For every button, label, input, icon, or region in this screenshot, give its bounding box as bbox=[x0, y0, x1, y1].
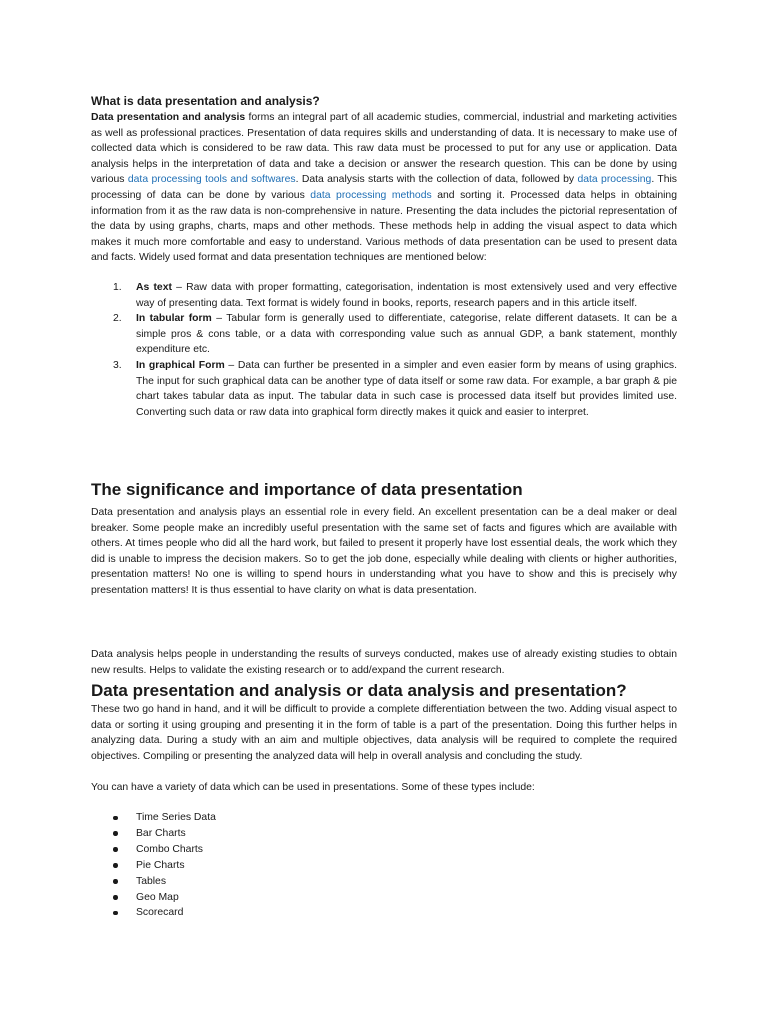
bullet-icon bbox=[113, 831, 118, 836]
significance-paragraph: Data presentation and analysis plays an essential role in every field. An excellent presentation can be a deal maker or deal breaker. Some people make an incredibly useful presentation with the same set of facts and figures which are available with others. At times people who did all the hard work, but failed to present it properly have lost essential deals, the work which they did is unable to impress the decision makers. So to get the job done, especially while dealing with clients or higher authorities, presentation matters! No one is willing to spend hours in understanding what you have to show and this is precisely why presentation matters! It is thus essential to have clarity on what is data presentation. bbox=[91, 507, 677, 596]
list-item bbox=[91, 810, 216, 826]
list-item bbox=[91, 826, 216, 842]
presentation-formats-list bbox=[91, 280, 677, 420]
list-item-title: As text bbox=[136, 282, 172, 293]
intro-text-b: . Data analysis starts with the collection of data, followed by bbox=[295, 174, 578, 186]
list-item bbox=[91, 358, 677, 420]
section-heading-what-is: What is data presentation and analysis? bbox=[91, 94, 320, 108]
intro-text-a: forms an integral part of all academic studies, commercial, industrial and marketing activities as well as professional practices. Presentation of data requires skills and understanding of data. It is necessary to make use of collected data which is considered to be raw data. This raw data must be processed to put for any use or application. Data analysis helps in the interpretation of data and take a decision or answer the research question. This can be done by using various bbox=[91, 112, 677, 186]
list-item bbox=[91, 858, 216, 874]
bullet-icon bbox=[113, 895, 118, 900]
list-item bbox=[91, 311, 677, 358]
link-data-processing-tools[interactable]: data processing tools and softwares bbox=[127, 174, 296, 186]
link-data-processing-methods[interactable]: data processing methods bbox=[310, 189, 432, 201]
list-item bbox=[91, 890, 216, 906]
data-types-list bbox=[91, 810, 216, 921]
intro-text-d: and sorting it. Processed data helps in obtaining information from it as the raw data is non-comprehensive in nature. Presenting the data includes the pictorial representation of the data by using graphs, charts, maps and other methods. These methods help in adding the visual aspect to data which makes it much more comfortable and easy to understand. Various methods of data presentation can be used to present data and facts. Widely used format and data presentation techniques are mentioned below: bbox=[91, 189, 677, 264]
section-heading-significance: The significance and importance of data presentation bbox=[91, 480, 523, 499]
intro-text-c: . This processing of data can be done by various bbox=[91, 174, 678, 201]
bullet-text: Pie Charts bbox=[136, 859, 185, 871]
list-item bbox=[91, 905, 216, 921]
bullet-text: Geo Map bbox=[136, 891, 179, 903]
bold-lead: Data presentation and analysis bbox=[91, 112, 246, 123]
list-item bbox=[91, 842, 216, 858]
bullet-icon bbox=[113, 879, 118, 884]
list-item bbox=[91, 874, 216, 890]
bullet-text: Combo Charts bbox=[136, 843, 203, 855]
bullet-text: Time Series Data bbox=[136, 812, 216, 823]
link-data-processing[interactable]: data processing bbox=[577, 174, 652, 186]
list-item-text: – Raw data with proper formatting, categorisation, indentation is most extensively used and very effective way of presenting data. Text format is widely found in books, reports, research papers and in this article itself. bbox=[136, 282, 677, 309]
list-item-title: In graphical Form bbox=[136, 359, 225, 371]
list-number: 2. bbox=[113, 313, 122, 325]
bullet-icon bbox=[113, 911, 118, 916]
list-item-title: In tabular form bbox=[136, 313, 212, 325]
list-item-text: – Tabular form is generally used to differentiate, categorise, relate different datasets. It can be a simple pros & cons table, or a data with corresponding value such as annual GDP, a bank statement, monthly expenditure etc. bbox=[136, 313, 677, 356]
bullet-icon bbox=[113, 816, 118, 821]
bullet-icon bbox=[113, 847, 118, 852]
list-number: 1. bbox=[113, 282, 122, 293]
intro-paragraph bbox=[91, 110, 677, 266]
hand-in-hand-paragraph: These two go hand in hand, and it will be difficult to provide a complete differentiation between the two. Adding visual aspect to data or sorting it using grouping and presenting it in the form of table is a part of the presentation. Doing this further helps in analyzing data. During a study with an aim and multiple objectives, data analysis will be required to complete the required objectives. Compiling or presenting the analyzed data will help in overall analysis and concluding the study. bbox=[91, 704, 677, 762]
analysis-helps-paragraph: Data analysis helps people in understanding the results of surveys conducted, makes use of already existing studies to obtain new results. Helps to validate the existing research or to add/expand the current research. bbox=[91, 649, 677, 676]
section-heading-presentation-vs-analysis: Data presentation and analysis or data analysis and presentation? bbox=[91, 681, 627, 700]
list-item bbox=[91, 280, 677, 311]
list-item-text: – Data can further be presented in a simpler and even easier form by means of using graphics. The input for such graphical data can be another type of data itself or some raw data. For example, a bar graph & pie chart takes tabular data as input. The tabular data in such case is processed data itself but provides limited use. Converting such data or raw data into graphical form directly makes it quick and easier to interpret. bbox=[136, 359, 677, 418]
list-number: 3. bbox=[113, 359, 122, 371]
types-intro-paragraph: You can have a variety of data which can be used in presentations. Some of these types include: bbox=[91, 782, 535, 793]
bullet-text: Bar Charts bbox=[136, 827, 186, 839]
bullet-icon bbox=[113, 863, 118, 868]
bullet-text: Tables bbox=[136, 875, 167, 887]
bullet-text: Scorecard bbox=[136, 907, 184, 919]
